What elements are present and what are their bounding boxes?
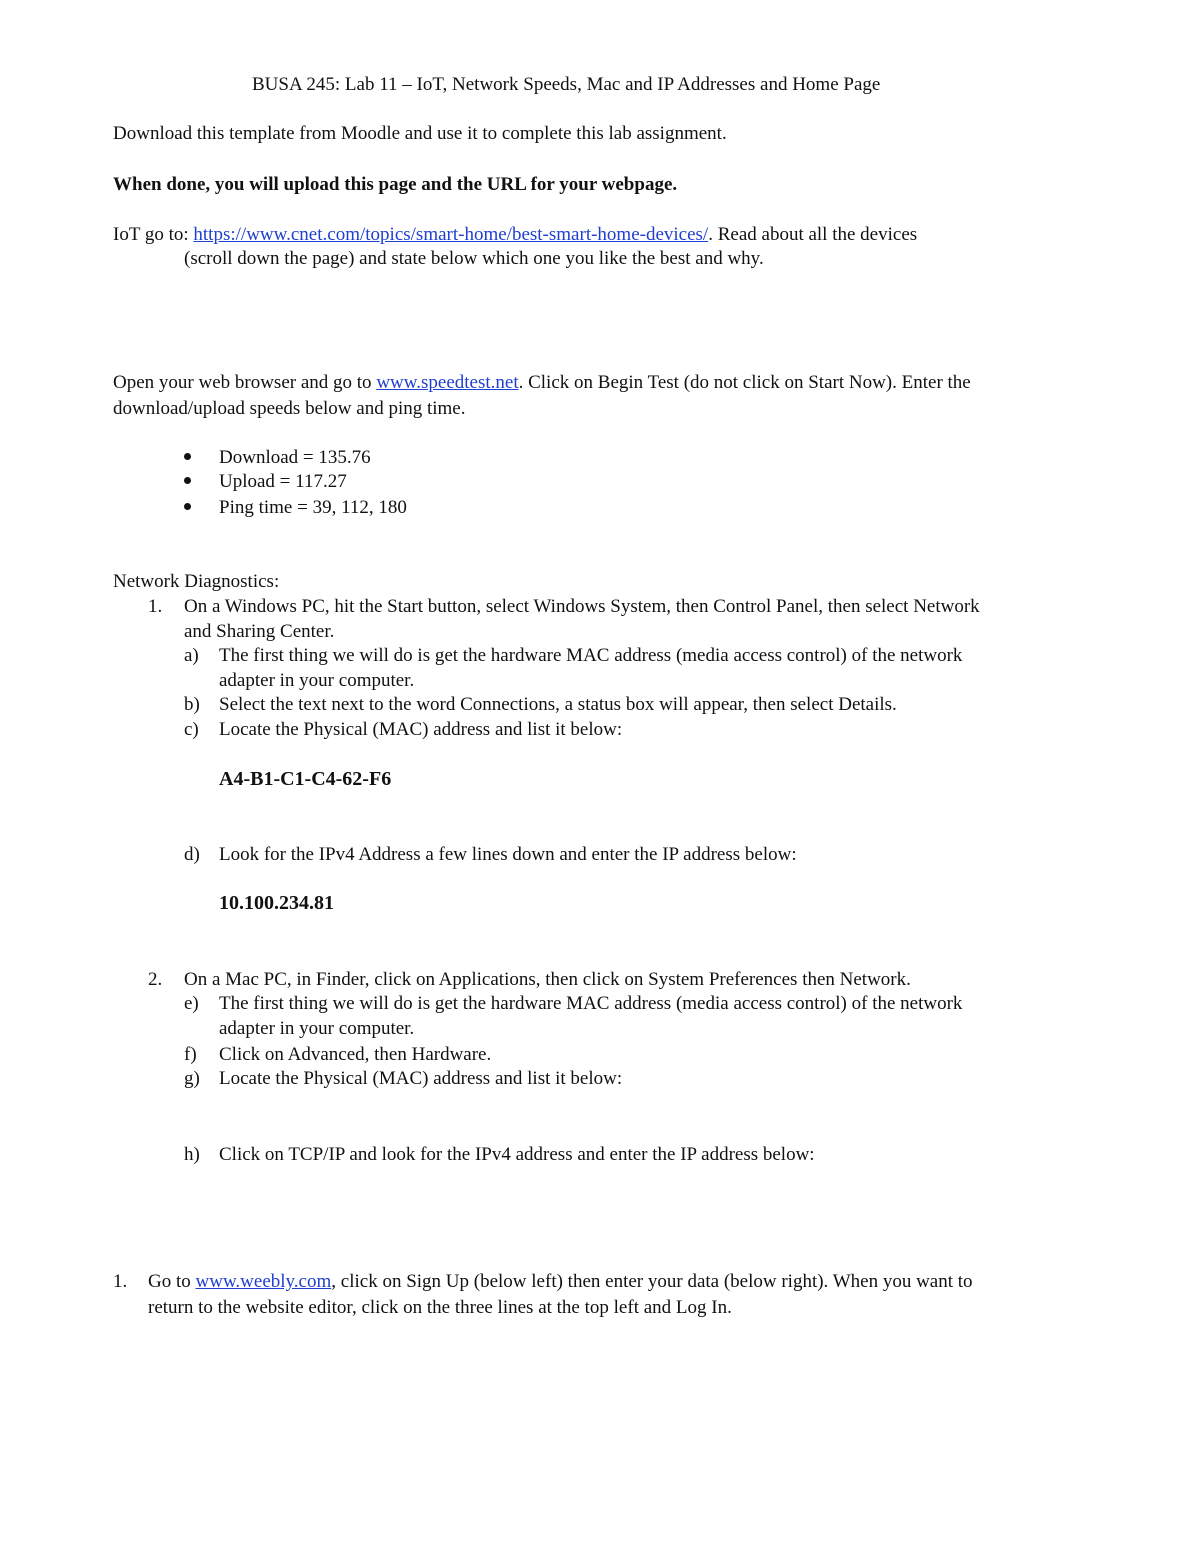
step1-line-1: On a Windows PC, hit the Start button, select Windows System, then Control Panel, then select Network: [184, 596, 980, 617]
weebly-line-2: return to the website editor, click on the three lines at the top left and Log In.: [148, 1297, 732, 1318]
step2-line-1: On a Mac PC, in Finder, click on Applications, then click on System Preferences then Network.: [184, 969, 911, 990]
ip-address-answer: 10.100.234.81: [219, 892, 334, 914]
weebly-link[interactable]: www.weebly.com: [195, 1271, 332, 1292]
iot-prefix: IoT go to:: [113, 224, 194, 245]
intro-text: Download this template from Moodle and use it to complete this lab assignment.: [113, 123, 727, 144]
step-a-line-1: The first thing we will do is get the hardware MAC address (media access control) of the network: [219, 645, 963, 666]
ping-time: Ping time = 39, 112, 180: [219, 497, 407, 518]
speedtest-link[interactable]: www.speedtest.net: [376, 372, 519, 393]
step-f-label: f): [184, 1044, 197, 1065]
when-done-text: When done, you will upload this page and the URL for your webpage.: [113, 174, 678, 195]
step-h-text: Click on TCP/IP and look for the IPv4 address and enter the IP address below:: [219, 1144, 815, 1165]
step-c-text: Locate the Physical (MAC) address and list it below:: [219, 719, 623, 740]
step-c-label: c): [184, 719, 199, 740]
iot-suffix: . Read about all the devices: [708, 224, 918, 245]
speed-line-1: [113, 370, 971, 395]
speed-prefix: Open your web browser and go to: [113, 372, 377, 393]
step-b-label: b): [184, 694, 200, 715]
iot-line-2: (scroll down the page) and state below which one you like the best and why.: [184, 248, 764, 269]
step2-number: 2.: [148, 969, 163, 990]
bullet-icon: [184, 453, 191, 460]
download-speed: Download = 135.76: [219, 447, 371, 468]
step-b-text: Select the text next to the word Connections, a status box will appear, then select Details.: [219, 694, 897, 715]
step-e-label: e): [184, 993, 199, 1014]
iot-line-1: [113, 222, 917, 247]
bullet-icon: [184, 503, 191, 510]
weebly-number: 1.: [113, 1271, 128, 1292]
step-h-label: h): [184, 1144, 200, 1165]
step-d-text: Look for the IPv4 Address a few lines down and enter the IP address below:: [219, 844, 797, 865]
step-d-label: d): [184, 844, 200, 865]
step-a-label: a): [184, 645, 199, 666]
page-title: BUSA 245: Lab 11 – IoT, Network Speeds, Mac and IP Addresses and Home Page: [252, 74, 881, 95]
step-g-label: g): [184, 1068, 200, 1089]
step1-line-2: and Sharing Center.: [184, 621, 335, 642]
step-g-text: Locate the Physical (MAC) address and list it below:: [219, 1068, 623, 1089]
cnet-link[interactable]: https://www.cnet.com/topics/smart-home/best-smart-home-devices/: [193, 224, 709, 245]
weebly-line-1: [148, 1269, 973, 1294]
bullet-icon: [184, 477, 191, 484]
step-a-line-2: adapter in your computer.: [219, 670, 415, 691]
upload-speed: Upload = 117.27: [219, 471, 347, 492]
step1-number: 1.: [148, 596, 163, 617]
step-e-line-1: The first thing we will do is get the hardware MAC address (media access control) of the network: [219, 993, 963, 1014]
weebly-suffix: , click on Sign Up (below left) then enter your data (below right). When you want to: [331, 1271, 973, 1292]
mac-address-answer: A4-B1-C1-C4-62-F6: [219, 768, 392, 790]
weebly-prefix: Go to: [148, 1271, 196, 1292]
speed-line-2: download/upload speeds below and ping time.: [113, 398, 466, 419]
diag-heading: Network Diagnostics:: [113, 571, 280, 592]
speed-suffix: . Click on Begin Test (do not click on Start Now). Enter the: [518, 372, 971, 393]
step-e-line-2: adapter in your computer.: [219, 1018, 415, 1039]
step-f-text: Click on Advanced, then Hardware.: [219, 1044, 492, 1065]
